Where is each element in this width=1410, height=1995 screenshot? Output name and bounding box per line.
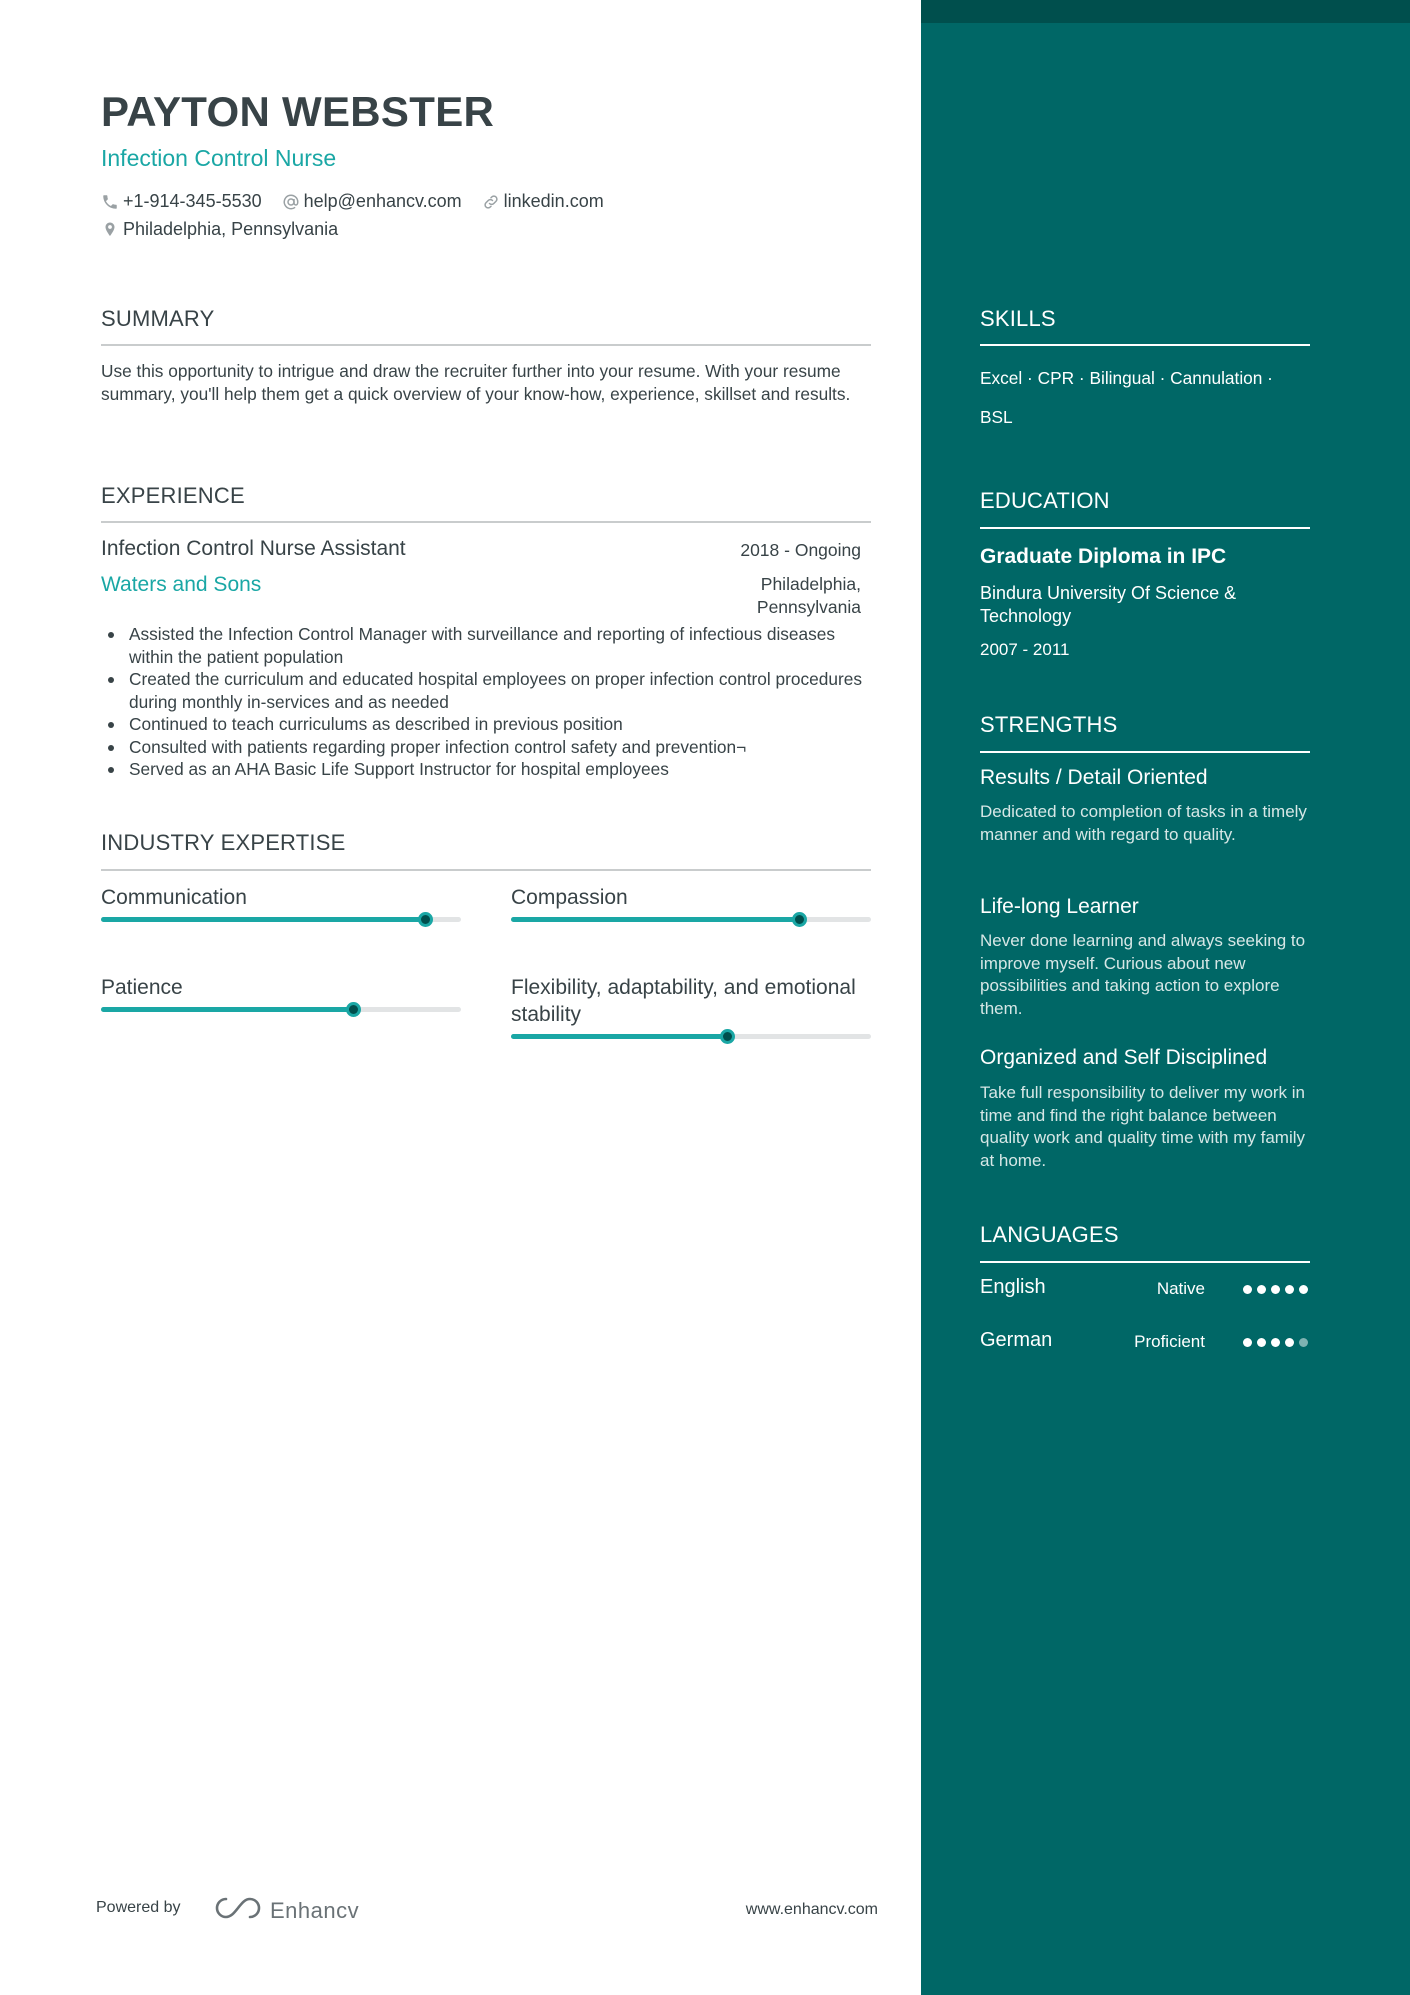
expertise-label: Flexibility, adaptability, and emotional stability [511, 976, 856, 1026]
expertise-bar [511, 1034, 871, 1039]
language-dot-filled [1299, 1285, 1308, 1294]
job-bullet: Continued to teach curriculums as described in previous position [101, 713, 871, 736]
expertise-knob [792, 912, 807, 927]
education-degree: Graduate Diploma in IPC [980, 545, 1227, 568]
enhancv-logo-text: Enhancv [270, 1897, 360, 1923]
language-name: German [980, 1329, 1053, 1351]
link-icon [482, 193, 500, 211]
language-dot-filled [1285, 1285, 1294, 1294]
phone-text: +1-914-345-5530 [123, 191, 262, 211]
at-icon [282, 193, 300, 211]
location-text: Philadelphia, Pennsylvania [123, 219, 339, 239]
expertise-fill [101, 1007, 353, 1012]
strength-title: Life-long Learner [980, 895, 1139, 918]
expertise-fill [511, 1034, 727, 1039]
expertise-item-flexibility [511, 974, 871, 1039]
strength-title: Results / Detail Oriented [980, 766, 1208, 789]
enhancv-logo[interactable] [214, 1895, 359, 1926]
language-row-english [980, 1276, 1310, 1304]
job-bullet: Served as an AHA Basic Life Support Instructor for hospital employees [101, 758, 871, 781]
contact-email[interactable] [282, 191, 462, 212]
language-level: Proficient [1134, 1332, 1205, 1351]
skills-heading: SKILLS [980, 306, 1056, 331]
expertise-label: Communication [101, 886, 247, 909]
phone-icon [101, 193, 119, 211]
strength-desc: Take full responsibility to deliver my work in time and find the right balance between quality work and quality time with my family at home. [980, 1083, 1306, 1170]
language-dot-filled [1257, 1338, 1266, 1347]
education-school: Bindura University Of Science & Technology [980, 583, 1237, 626]
expertise-label: Patience [101, 976, 183, 999]
language-dot-empty [1299, 1338, 1308, 1347]
job-bullet: Consulted with patients regarding proper infection control safety and prevention¬ [101, 736, 871, 759]
contact-row [101, 191, 624, 212]
candidate-name: PAYTON WEBSTER [101, 88, 495, 135]
expertise-item-patience [101, 974, 461, 1012]
contact-phone[interactable] [101, 191, 262, 212]
experience-heading: EXPERIENCE [101, 483, 245, 508]
strengths-heading: STRENGTHS [980, 712, 1118, 737]
expertise-knob [720, 1029, 735, 1044]
job-bullets [101, 623, 871, 781]
job-role: Infection Control Nurse Assistant [101, 537, 406, 560]
language-dots [1238, 1338, 1308, 1347]
sidebar-top-bar [921, 0, 1410, 23]
experience-divider [101, 521, 871, 523]
footer-website[interactable]: www.enhancv.com [745, 1901, 878, 1918]
job-location: Philadelphia, Pennsylvania [756, 574, 861, 617]
language-row-german [980, 1329, 1310, 1357]
expertise-bar [101, 917, 461, 922]
language-dot-filled [1257, 1285, 1266, 1294]
contact-row-location [101, 219, 358, 240]
strength-desc: Dedicated to completion of tasks in a timely manner and with regard to quality. [980, 802, 1307, 844]
contact-link[interactable] [482, 191, 604, 212]
expertise-item-communication [101, 884, 461, 922]
email-text: help@enhancv.com [303, 191, 462, 211]
enhancv-logo-icon [214, 1895, 262, 1926]
powered-by-label: Powered by [96, 1899, 181, 1916]
expertise-knob [346, 1002, 361, 1017]
education-divider [980, 527, 1310, 529]
language-dot-filled [1271, 1338, 1280, 1347]
job-bullet: Assisted the Infection Control Manager with surveillance and reporting of infectious diseases within the patient population [101, 623, 871, 668]
language-level: Native [1156, 1279, 1205, 1298]
education-years: 2007 - 2011 [980, 640, 1070, 659]
job-bullet: Created the curriculum and educated hospital employees on proper infection control procedures during monthly in-services and as needed [101, 668, 871, 713]
location-pin-icon [101, 221, 119, 239]
candidate-title: Infection Control Nurse [101, 145, 337, 171]
strength-title: Organized and Self Disciplined [980, 1046, 1268, 1069]
language-dot-filled [1271, 1285, 1280, 1294]
summary-text: Use this opportunity to intrigue and draw the recruiter further into your resume. With your resume summary, you'll help them get a quick overview of your know-how, experience, skillset and results. [101, 361, 851, 404]
language-name: English [980, 1276, 1046, 1298]
language-dot-filled [1243, 1338, 1252, 1347]
languages-heading: LANGUAGES [980, 1222, 1119, 1247]
expertise-heading: INDUSTRY EXPERTISE [101, 830, 346, 855]
job-dates: 2018 - Ongoing [740, 540, 861, 560]
link-text: linkedin.com [503, 191, 604, 211]
expertise-label: Compassion [511, 886, 628, 909]
contact-location [101, 219, 338, 240]
expertise-fill [101, 917, 425, 922]
summary-divider [101, 344, 871, 346]
language-dot-filled [1285, 1338, 1294, 1347]
skills-list: Excel · CPR · Bilingual · Cannulation · BSL [980, 368, 1273, 427]
languages-divider [980, 1261, 1310, 1263]
language-dots [1238, 1285, 1308, 1294]
job-company: Waters and Sons [101, 573, 262, 596]
expertise-divider [101, 869, 871, 871]
expertise-item-compassion [511, 884, 871, 922]
expertise-fill [511, 917, 799, 922]
education-heading: EDUCATION [980, 488, 1110, 513]
strength-desc: Never done learning and always seeking to improve myself. Curious about new possibilities and taking action to explore them. [980, 931, 1306, 1018]
expertise-bar [101, 1007, 461, 1012]
skills-divider [980, 344, 1310, 346]
language-dot-filled [1243, 1285, 1252, 1294]
summary-heading: SUMMARY [101, 306, 215, 331]
expertise-knob [418, 912, 433, 927]
expertise-bar [511, 917, 871, 922]
strengths-divider [980, 751, 1310, 753]
